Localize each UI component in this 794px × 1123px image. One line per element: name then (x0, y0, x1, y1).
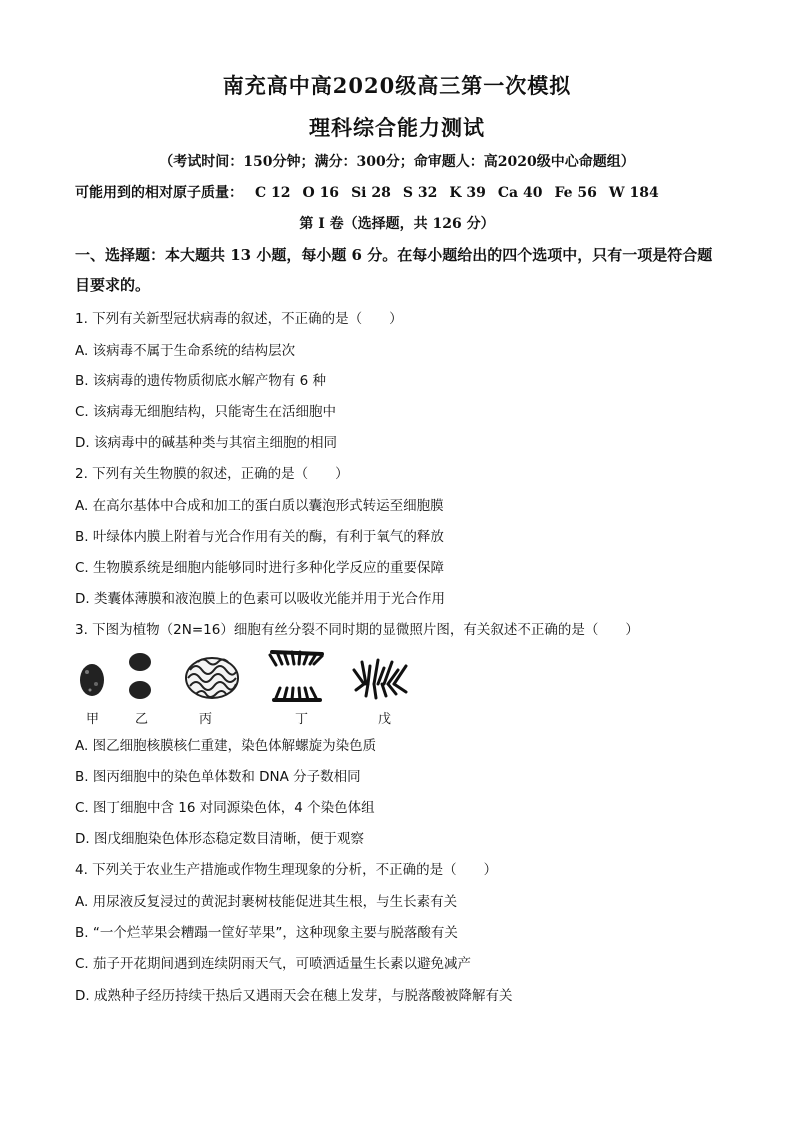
question-stem-4: 4. 下列关于农业生产措施或作物生理现象的分析，不正确的是（ ） (75, 862, 498, 878)
section-heading: 一、选择题：本大题共 13 小题，每小题 6 分。在每小题给出的四个选项中，只有一项是符合题目要求的。 (75, 246, 713, 294)
atomic-masses (75, 182, 659, 202)
option-2b: B. 叶绿体内膜上附着与光合作用有关的酶，有利于氧气的释放 (75, 529, 444, 545)
atomic-masses-label: 可能用到的相对原子质量： (75, 185, 243, 201)
cell-wu-image (354, 660, 406, 698)
option-4b: B. “一个烂苹果会糟蹋一筐好苹果”，这种现象主要与脱落酸有关 (75, 925, 458, 941)
option-1b: B. 该病毒的遗传物质彻底水解产物有 6 种 (75, 373, 327, 389)
figure-label-yi: 乙 (135, 712, 149, 727)
cell-bing-image (186, 658, 238, 698)
question-stem-1: 1. 下列有关新型冠状病毒的叙述，不正确的是（ ） (75, 311, 403, 327)
cell-ding-image (270, 652, 322, 700)
option-4a: A. 用尿液反复浸过的黄泥封裹树枝能促进其生根，与生长素有关 (75, 894, 458, 910)
figure-label-bing: 丙 (199, 712, 213, 727)
option-2d: D. 类囊体薄膜和液泡膜上的色素可以吸收光能并用于光合作用 (75, 591, 445, 607)
atomic-mass-item: S 32 (402, 185, 438, 201)
question-stem-3: 3. 下图为植物（2N=16）细胞有丝分裂不同时期的显微照片图，有关叙述不正确的是（ ） (75, 622, 639, 638)
atomic-mass-item: O 16 (302, 185, 340, 201)
option-4d: D. 成熟种子经历持续干热后又遇雨天会在穗上发芽，与脱落酸被降解有关 (75, 988, 513, 1004)
option-3c: C. 图丁细胞中含 16 对同源染色体，4 个染色体组 (75, 800, 375, 816)
option-3a: A. 图乙细胞核膜核仁重建，染色体解螺旋为染色质 (75, 738, 377, 754)
option-1c: C. 该病毒无细胞结构，只能寄生在活细胞中 (75, 404, 337, 420)
atomic-mass-item: W 184 (608, 185, 659, 201)
atomic-mass-item: Si 28 (351, 185, 391, 201)
cell-jia-image (80, 664, 104, 696)
option-3b: B. 图丙细胞中的染色单体数和 DNA 分子数相同 (75, 769, 361, 785)
figure-label-jia: 甲 (86, 712, 100, 727)
exam-title: 南充高中高2020级高三第一次模拟 (222, 73, 572, 98)
option-1a: A. 该病毒不属于生命系统的结构层次 (75, 343, 296, 359)
option-3d: D. 图戊细胞染色体形态稳定数目清晰，便于观察 (75, 831, 364, 847)
figure-label-ding: 丁 (295, 712, 309, 727)
atomic-mass-item: Fe 56 (554, 185, 597, 201)
question-stem-2: 2. 下列有关生物膜的叙述，正确的是（ ） (75, 466, 349, 482)
option-1d: D. 该病毒中的碱基种类与其宿主细胞的相同 (75, 435, 337, 451)
volume-heading: 第 I 卷（选择题，共 126 分） (299, 216, 495, 232)
exam-subtitle: 理科综合能力测试 (309, 115, 485, 140)
option-2a: A. 在高尔基体中合成和加工的蛋白质以囊泡形式转运至细胞膜 (75, 498, 444, 514)
atomic-mass-item: K 39 (449, 185, 486, 201)
option-2c: C. 生物膜系统是细胞内能够同时进行多种化学反应的重要保障 (75, 560, 445, 576)
cell-yi-image (129, 653, 151, 699)
figure-label-wu: 戊 (378, 712, 392, 727)
atomic-mass-item: Ca 40 (497, 185, 543, 201)
exam-info: （考试时间：150分钟；满分：300分；命审题人：高2020级中心命题组） (159, 154, 635, 170)
atomic-mass-item: C 12 (255, 185, 291, 201)
option-4c: C. 茄子开花期间遇到连续阴雨天气，可喷洒适量生长素以避免减产 (75, 956, 472, 972)
